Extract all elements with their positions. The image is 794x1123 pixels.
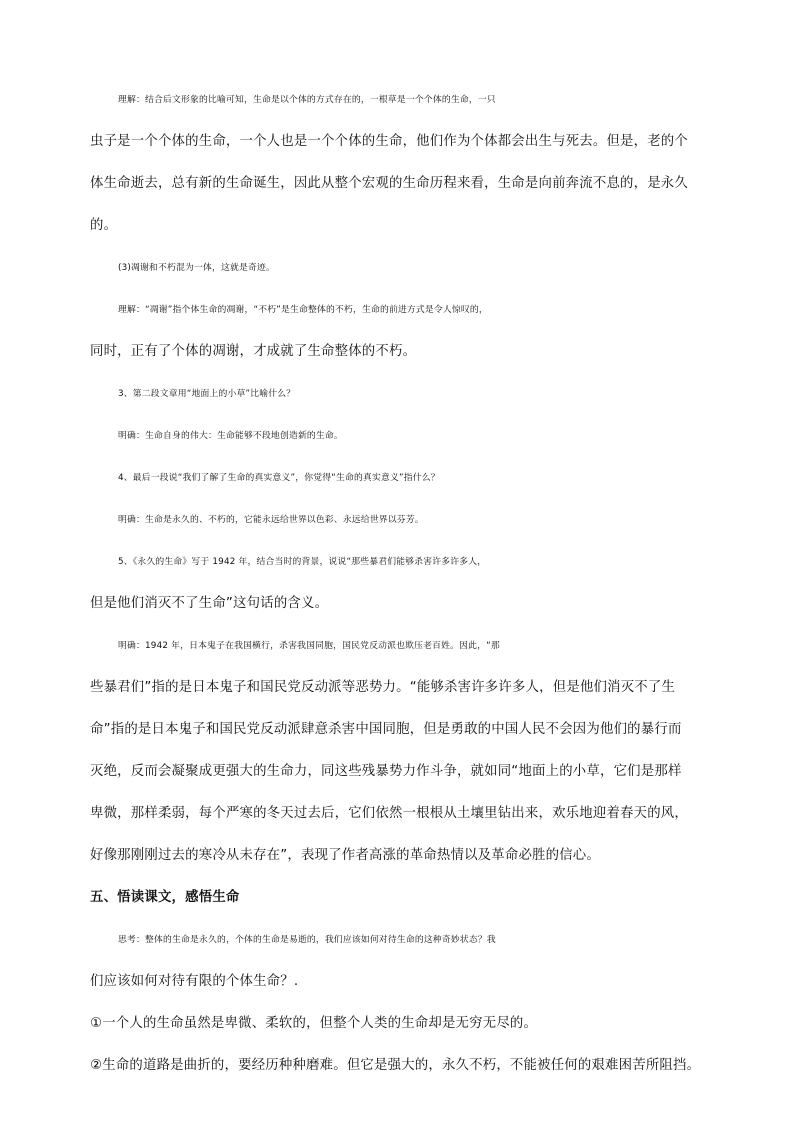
answer-line: 好像那刚刚过去的寒冷从未存在”，表现了作者高涨的革命热情以及革命必胜的信心。: [90, 848, 600, 863]
paragraph-line: 的。: [90, 218, 118, 233]
answer-line: 明确：1942 年，日本鬼子在我国横行，杀害我国同胞，国民党反动派也欺压老百姓。因此，“那: [118, 641, 500, 651]
paragraph-line: 体生命逝去，总有新的生命诞生，因此从整个宏观的生命历程来看，生命是向前奔流不息的，是永久: [90, 176, 688, 191]
answer-line: 灭绝，反而会凝聚成更强大的生命力，同这些残暴势力作斗争，就如同“地面上的小草，它们是那样: [90, 764, 682, 779]
question-line: 但是他们消灭不了生命”这句话的含义。: [90, 596, 329, 611]
paragraph-line: 同时，正有了个体的凋谢，才成就了生命整体的不朽。: [90, 344, 417, 359]
paragraph-line: 们应该如何对待有限的个体生命？.: [90, 974, 299, 989]
question-line: 4、最后一段说“我们了解了生命的真实意义”，你觉得“生命的真实意义”指什么？: [118, 473, 440, 483]
paragraph-line: (3)凋谢和不朽混为一体，这就是奇迹。: [118, 263, 276, 273]
answer-line: 明确：生命是永久的、不朽的，它能永远给世界以色彩、永远给世界以芬芳。: [118, 515, 424, 525]
question-line: 3、第二段文章用“地面上的小草”比喻什么？: [118, 389, 296, 399]
list-item: ①一个人的生命虽然是卑微、柔软的，但整个人类的生命却是无穷无尽的。: [90, 1016, 538, 1031]
paragraph-line: 理解：结合后文形象的比喻可知，生命是以个体的方式存在的，一根草是一个个体的生命，一只: [118, 95, 496, 105]
section-heading: 五、悟读课文，感悟生命: [90, 890, 240, 905]
question-line: 5、《永久的生命》写于 1942 年，结合当时的背景，说说“那些暴君们能够杀害许多许多人，: [118, 557, 487, 567]
list-item: ②生命的道路是曲折的，要经历种种磨难。但它是强大的，永久不朽，不能被任何的艰难困苦所阻挡。: [90, 1058, 701, 1073]
paragraph-line: 理解：“凋谢”指个体生命的凋谢，“不朽”是生命整体的不朽，生命的前进方式是令人惊叹的，: [118, 305, 488, 315]
answer-line: 卑微，那样柔弱，每个严寒的冬天过去后，它们依然一根根从土壤里钻出来，欢乐地迎着春天的风，: [90, 806, 688, 821]
answer-line: 明确：生命自身的伟大：生命能够不段地创造新的生命。: [118, 431, 343, 441]
paragraph-line: 虫子是一个个体的生命，一个人也是一个个体的生命，他们作为个体都会出生与死去。但是，老的个: [90, 134, 688, 149]
paragraph-line: 思考：整体的生命是永久的，个体的生命是易逝的，我们应该如何对待生命的这种奇妙状态？我: [118, 935, 496, 945]
answer-line: 命”指的是日本鬼子和国民党反动派肆意杀害中国同胞，但是勇敢的中国人民不会因为他们的暴行而: [90, 722, 682, 737]
answer-line: 些暴君们”指的是日本鬼子和国民党反动派等恶势力。“能够杀害许多许多人，但是他们消灭不了生: [90, 680, 676, 695]
